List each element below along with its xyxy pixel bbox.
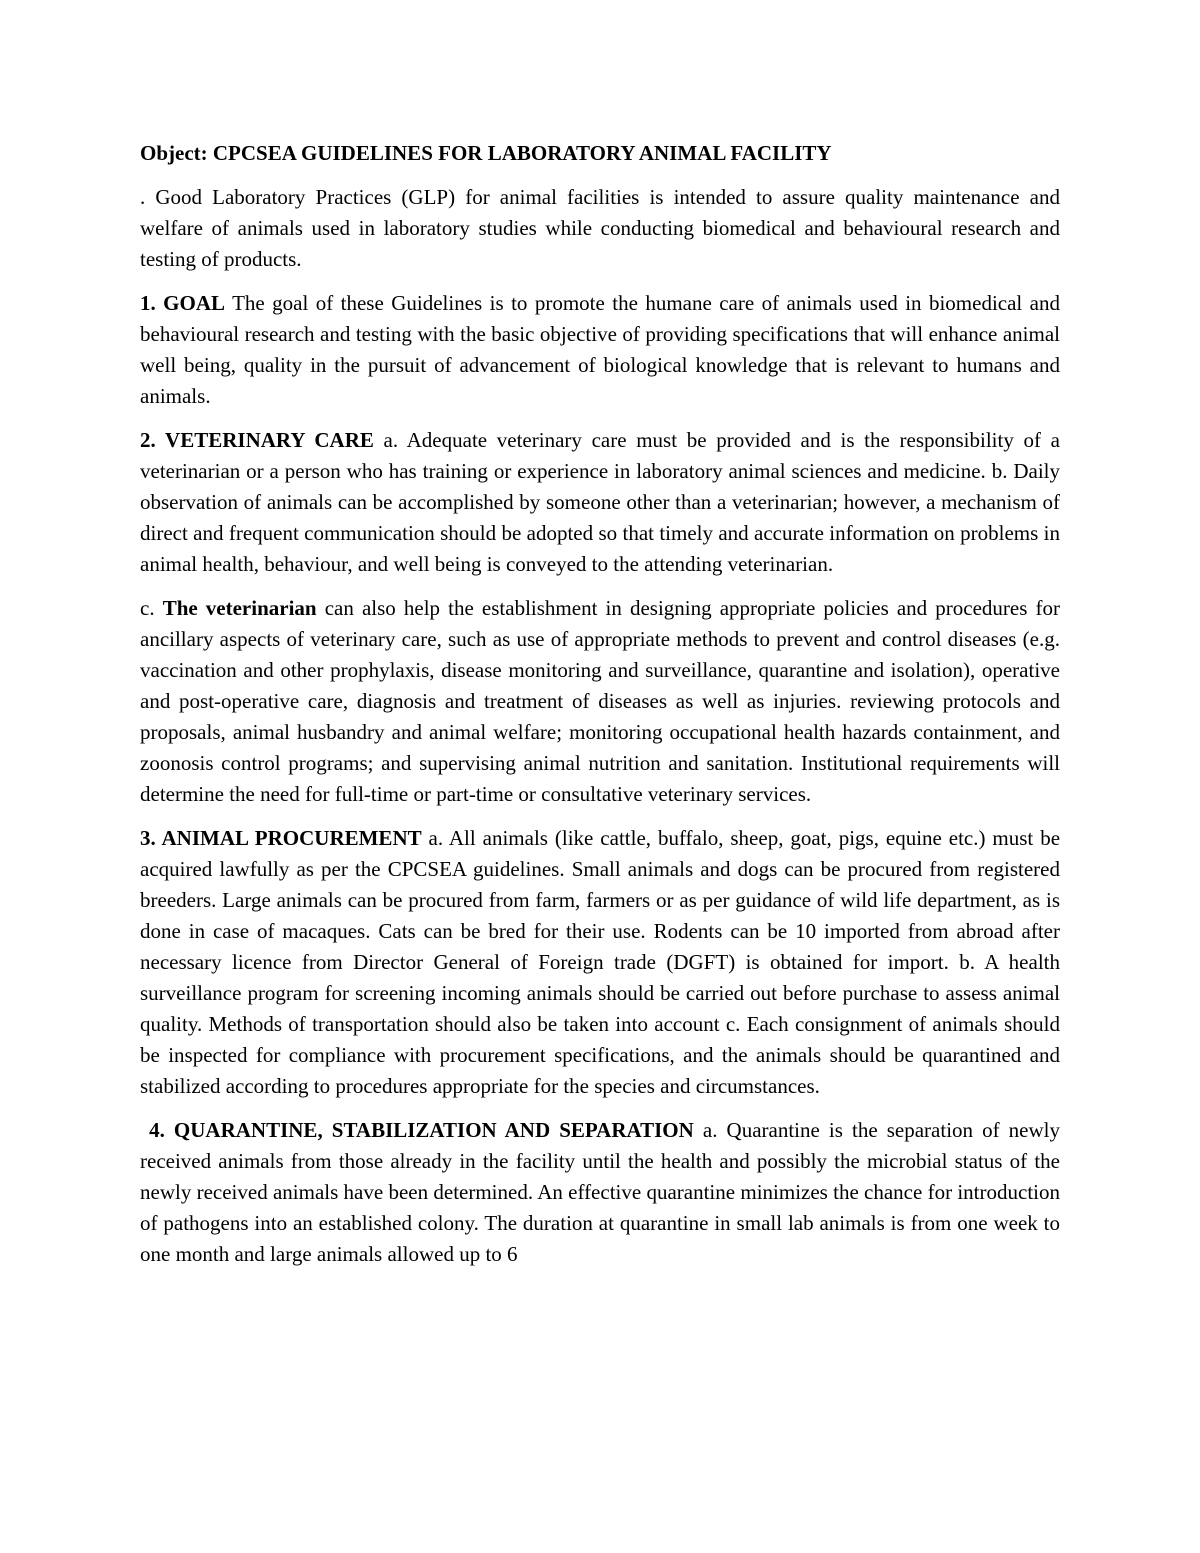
- animal-procurement-heading: 3. ANIMAL PROCUREMENT: [140, 826, 422, 850]
- veterinary-care-text: a. Adequate veterinary care must be provided and is the responsibility of a veterinarian or a person who has training or experience in laboratory animal sciences and medicine. b. Daily observation of animals can be accomplished by someone other than a veterinarian; however, a mechanism of direct and frequent communication should be adopted so that timely and accurate information on problems in animal health, behaviour, and well being is conveyed to the attending veterinarian.: [140, 428, 1060, 576]
- animal-procurement-section: [140, 823, 1060, 1102]
- document-title: [140, 138, 1060, 169]
- animal-procurement-text: a. All animals (like cattle, buffalo, sheep, goat, pigs, equine etc.) must be acquired lawfully as per the CPCSEA guidelines. Small animals and dogs can be procured from registered breeders. Large animals can be procured from farm, farmers or as per guidance of wild life department, as is done in case of macaques. Cats can be bred for their use. Rodents can be 10 imported from abroad after necessary licence from Director General of Foreign trade (DGFT) is obtained for import. b. A health surveillance program for screening incoming animals should be carried out before purchase to assess animal quality. Methods of transportation should also be taken into account c. Each consignment of animals should be inspected for compliance with procurement specifications, and the animals should be quarantined and stabilized according to procedures appropriate for the species and circumstances.: [140, 826, 1061, 1098]
- title-text: CPCSEA GUIDELINES FOR LABORATORY ANIMAL FACILITY: [212, 141, 832, 165]
- quarantine-text: a. Quarantine is the separation of newly received animals from those already in the facility until the health and possibly the microbial status of the newly received animals have been determined. An effective quarantine minimizes the chance for introduction of pathogens into an established colony. The duration at quarantine in small lab animals is from one week to one month and large animals allowed up to 6: [140, 1118, 1061, 1266]
- intro-text: . Good Laboratory Practices (GLP) for animal facilities is intended to assure quality maintenance and welfare of animals used in laboratory studies while conducting biomedical and behavioural research and testing of products.: [140, 185, 1060, 271]
- veterinary-care-heading: 2. VETERINARY CARE: [140, 428, 374, 452]
- goal-section: [140, 288, 1060, 412]
- veterinarian-role-text: can also help the establishment in designing appropriate policies and procedures for ancillary aspects of veterinary care, such as use of appropriate methods to prevent and control diseases (e.g. vaccination and other prophylaxis, disease monitoring and surveillance, quarantine and isolation), operative and post-operative care, diagnosis and treatment of diseases as well as injuries. reviewing protocols and proposals, animal husbandry and animal welfare; monitoring occupational health hazards containment, and zoonosis control programs; and supervising animal nutrition and sanitation. Institutional requirements will determine the need for full-time or part-time or consultative veterinary services.: [140, 596, 1061, 806]
- document-page: [140, 138, 1060, 1283]
- title-label: Object:: [140, 141, 208, 165]
- quarantine-heading: 4. QUARANTINE, STABILIZATION AND SEPARATION: [149, 1118, 694, 1142]
- veterinarian-role-prefix: c.: [140, 596, 163, 620]
- goal-text: The goal of these Guidelines is to promote the humane care of animals used in biomedical and behavioural research and testing with the basic objective of providing specifications that will enhance animal well being, quality in the pursuit of advancement of biological knowledge that is relevant to humans and animals.: [140, 291, 1060, 408]
- veterinarian-role-paragraph: [140, 593, 1060, 810]
- veterinarian-role-bold: The veterinarian: [162, 596, 317, 620]
- veterinary-care-section: [140, 425, 1060, 580]
- quarantine-section: [140, 1115, 1060, 1270]
- intro-paragraph: [140, 182, 1060, 275]
- goal-heading: 1. GOAL: [140, 291, 226, 315]
